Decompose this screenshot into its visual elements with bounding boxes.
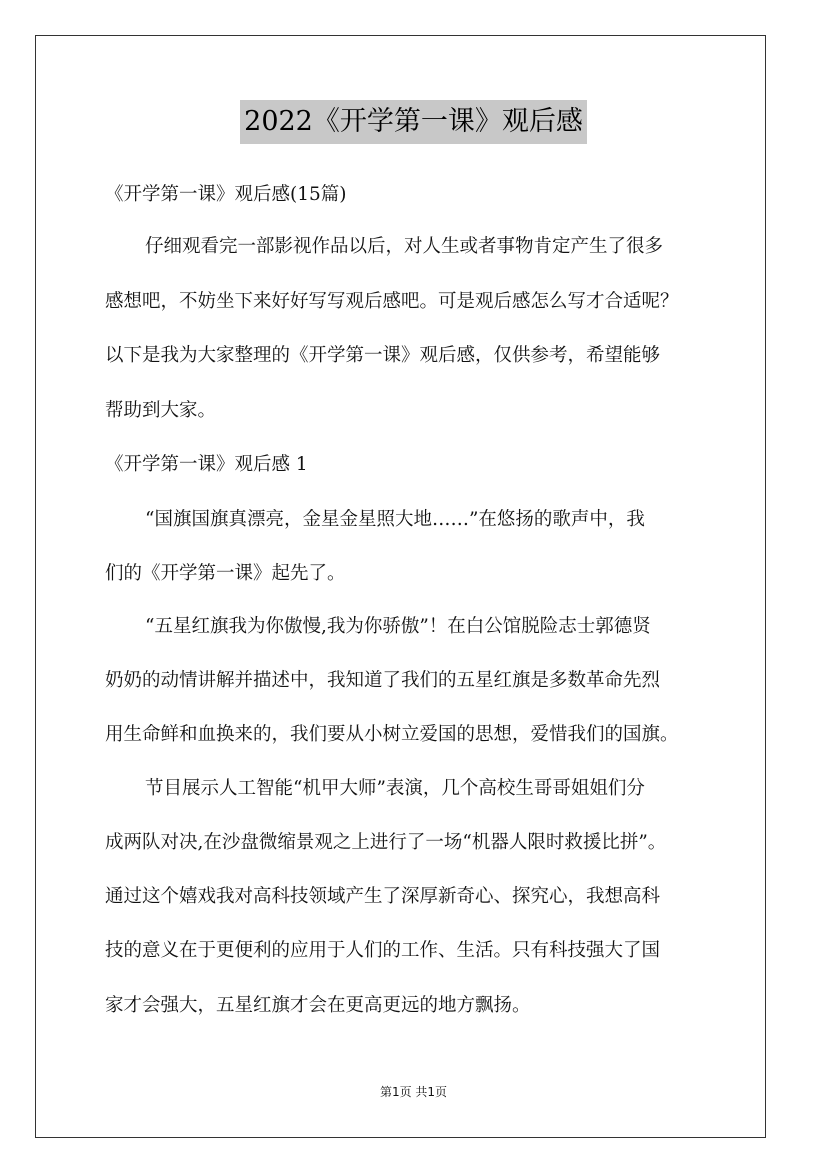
document-title: 2022《开学第一课》观后感 (240, 100, 587, 144)
paragraph-line: “国旗国旗真漂亮，金星金星照大地……”在悠扬的歌声中，我 (145, 509, 645, 530)
paragraph-line: “五星红旗我为你傲慢,我为你骄傲”！在白公馆脱险志士郭德贤 (145, 616, 651, 637)
page-footer: 第1页 共1页 (379, 1085, 448, 1099)
paragraph-line: 通过这个嬉戏我对高科技领域产生了深厚新奇心、探究心，我想高科 (105, 886, 661, 907)
intro-line: 感想吧，不妨坐下来好好写写观后感吧。可是观后感怎么写才合适呢？ (105, 291, 679, 312)
intro-line: 仔细观看完一部影视作品以后，对人生或者事物肯定产生了很多 (145, 236, 664, 257)
paragraph-line: 技的意义在于更便利的应用于人们的工作、生活。只有科技强大了国 (105, 940, 661, 961)
paragraph-line: 奶奶的动情讲解并描述中，我知道了我们的五星红旗是多数革命先烈 (105, 670, 661, 691)
paragraph-line: 家才会强大，五星红旗才会在更高更远的地方飘扬。 (105, 995, 531, 1016)
intro-line: 以下是我为大家整理的《开学第一课》观后感，仅供参考，希望能够 (105, 345, 661, 366)
document-subtitle: 《开学第一课》观后感(15篇) (105, 184, 347, 205)
intro-line: 帮助到大家。 (105, 400, 217, 421)
paragraph-line: 们的《开学第一课》起先了。 (105, 563, 346, 584)
document-title-wrap (0, 100, 827, 144)
paragraph-line: 成两队对决,在沙盘微缩景观之上进行了一场“机器人限时救援比拼”。 (105, 832, 667, 853)
paragraph-line: 节目展示人工智能“机甲大师”表演，几个高校生哥哥姐姐们分 (145, 778, 645, 799)
section-heading: 《开学第一课》观后感 1 (105, 454, 308, 475)
paragraph-line: 用生命鲜和血换来的，我们要从小树立爱国的思想，爱惜我们的国旗。 (105, 724, 679, 745)
